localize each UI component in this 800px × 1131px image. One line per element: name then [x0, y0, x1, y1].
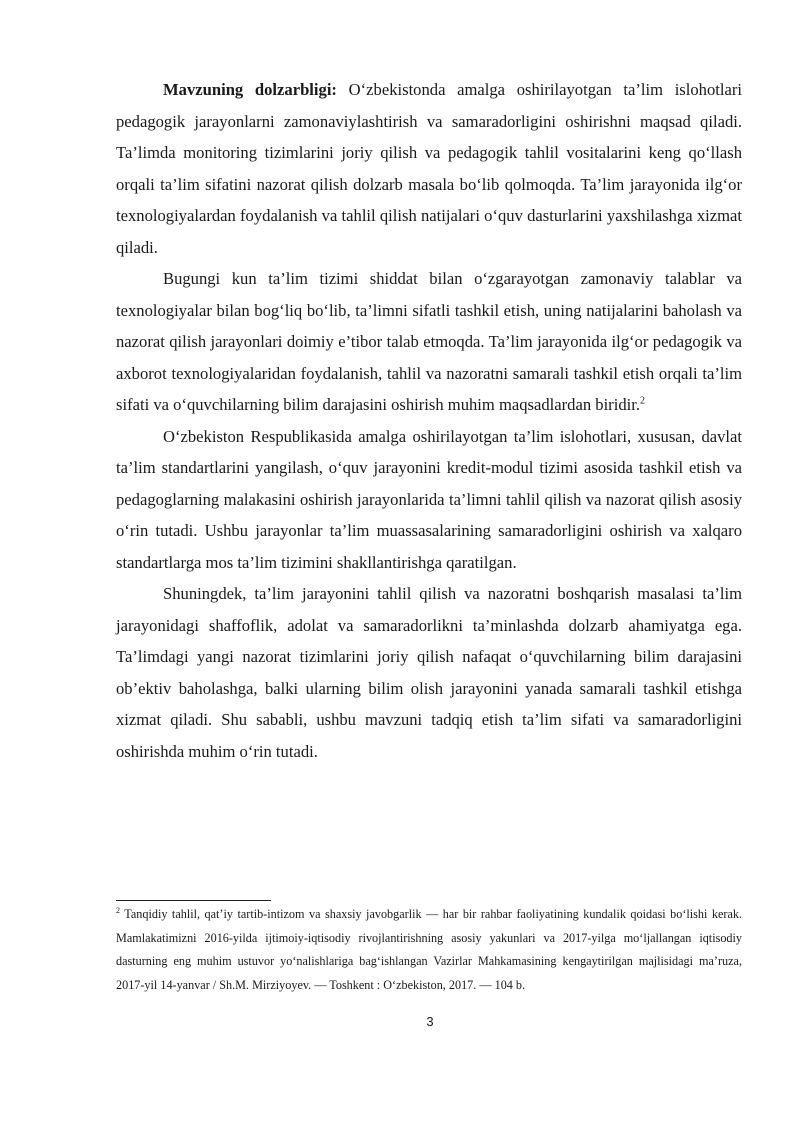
page-number: 3 [426, 1014, 434, 1029]
paragraph-text: Bugungi kun ta’lim tizimi shiddat bilan o‘zgarayotgan zamonaviy talablar va texnologiyalar bilan bog‘liq bo‘lib, ta’limni sifatli tashkil etish, uning natijalarini baholash va nazorat qilish jarayonlari doimiy e’tibor talab etmoqda. Ta’lim jarayonida ilg‘or pedagogik va axborot texnologiyalaridan foydalanish, tahlil va nazoratni samarali tashkil etish orqali ta’lim sifati va o‘quvchilarning bilim darajasini oshirish muhim maqsadlardan biridir. [116, 269, 742, 414]
footnote-divider [116, 900, 271, 901]
paragraph-analysis [116, 578, 742, 767]
paragraph-relevance [116, 74, 742, 263]
footnote [116, 903, 742, 997]
paragraph-lead-heading: Mavzuning dolzarbligi: [163, 80, 337, 99]
footnote-text: Tanqidiy tahlil, qat’iy tartib-intizom va shaxsiy javobgarlik — har bir rahbar faoliyatining kundalik qoidasi bo‘lishi kerak. Mamlakatimizni 2016-yilda ijtimoiy-iqtisodiy rivojlantirishning asosiy yakunlari va 2017-yilga mo‘ljallangan iqtisodiy dasturning eng muhim ustuvor yo‘nalishlariga bag‘ishlangan Vazirlar Mahkamasining kengaytirilgan majlisidagi ma’ruza, 2017-yil 14-yanvar / Sh.M. Mirziyoyev. — Toshkent : O‘zbekiston, 2017. — 104 b. [116, 907, 742, 992]
page-body [116, 74, 742, 767]
paragraph-text: O‘zbekiston Respublikasida amalga oshirilayotgan ta’lim islohotlari, xususan, davlat ta’lim standartlarini yangilash, o‘quv jarayonini kredit-modul tizimi asosida tashkil etish va pedagoglarning malakasini oshirish jarayonlarida ta’limni tahlil qilish va nazorat qilish asosiy o‘rin tutadi. Ushbu jarayonlar ta’lim muassasalarining samaradorligini oshirish va xalqaro standartlarga mos ta’lim tizimini shakllantirishga qaratilgan. [116, 426, 742, 572]
footnote-reference[interactable]: 2 [639, 395, 645, 407]
paragraph-text: Shuningdek, ta’lim jarayonini tahlil qilish va nazoratni boshqarish masalasi ta’lim jarayonidagi shaffoflik, adolat va samaradorlikni ta’minlashda dolzarb ahamiyatga ega. Ta’limdagi yangi nazorat tizimlarini joriy qilish nafaqat o‘quvchilarning bilim darajasini ob’ektiv baholashga, balki ularning bilim olish jarayonini yanada samarali tashkil etishga xizmat qiladi. Shu sababli, ushbu mavzuni tadqiq etish ta’lim sifati va samaradorligini oshirishda muhim o‘rin tutadi. [116, 584, 742, 761]
paragraph-reforms [116, 421, 742, 579]
footnote-number: 2 [116, 905, 120, 915]
paragraph-education-system [116, 263, 742, 421]
paragraph-text: O‘zbekistonda amalga oshirilayotgan ta’lim islohotlari pedagogik jarayonlarni zamonaviylashtirish va samaradorligini oshirishni maqsad qiladi. Ta’limda monitoring tizimlarini joriy qilish va pedagogik tahlil vositalarini keng qo‘llash orqali ta’lim sifatini nazorat qilish dolzarb masala bo‘lib qolmoqda. Ta’lim jarayonida ilg‘or texnologiyalardan foydalanish va tahlil qilish natijalari o‘quv dasturlarini yaxshilashga xizmat qiladi. [116, 80, 742, 257]
